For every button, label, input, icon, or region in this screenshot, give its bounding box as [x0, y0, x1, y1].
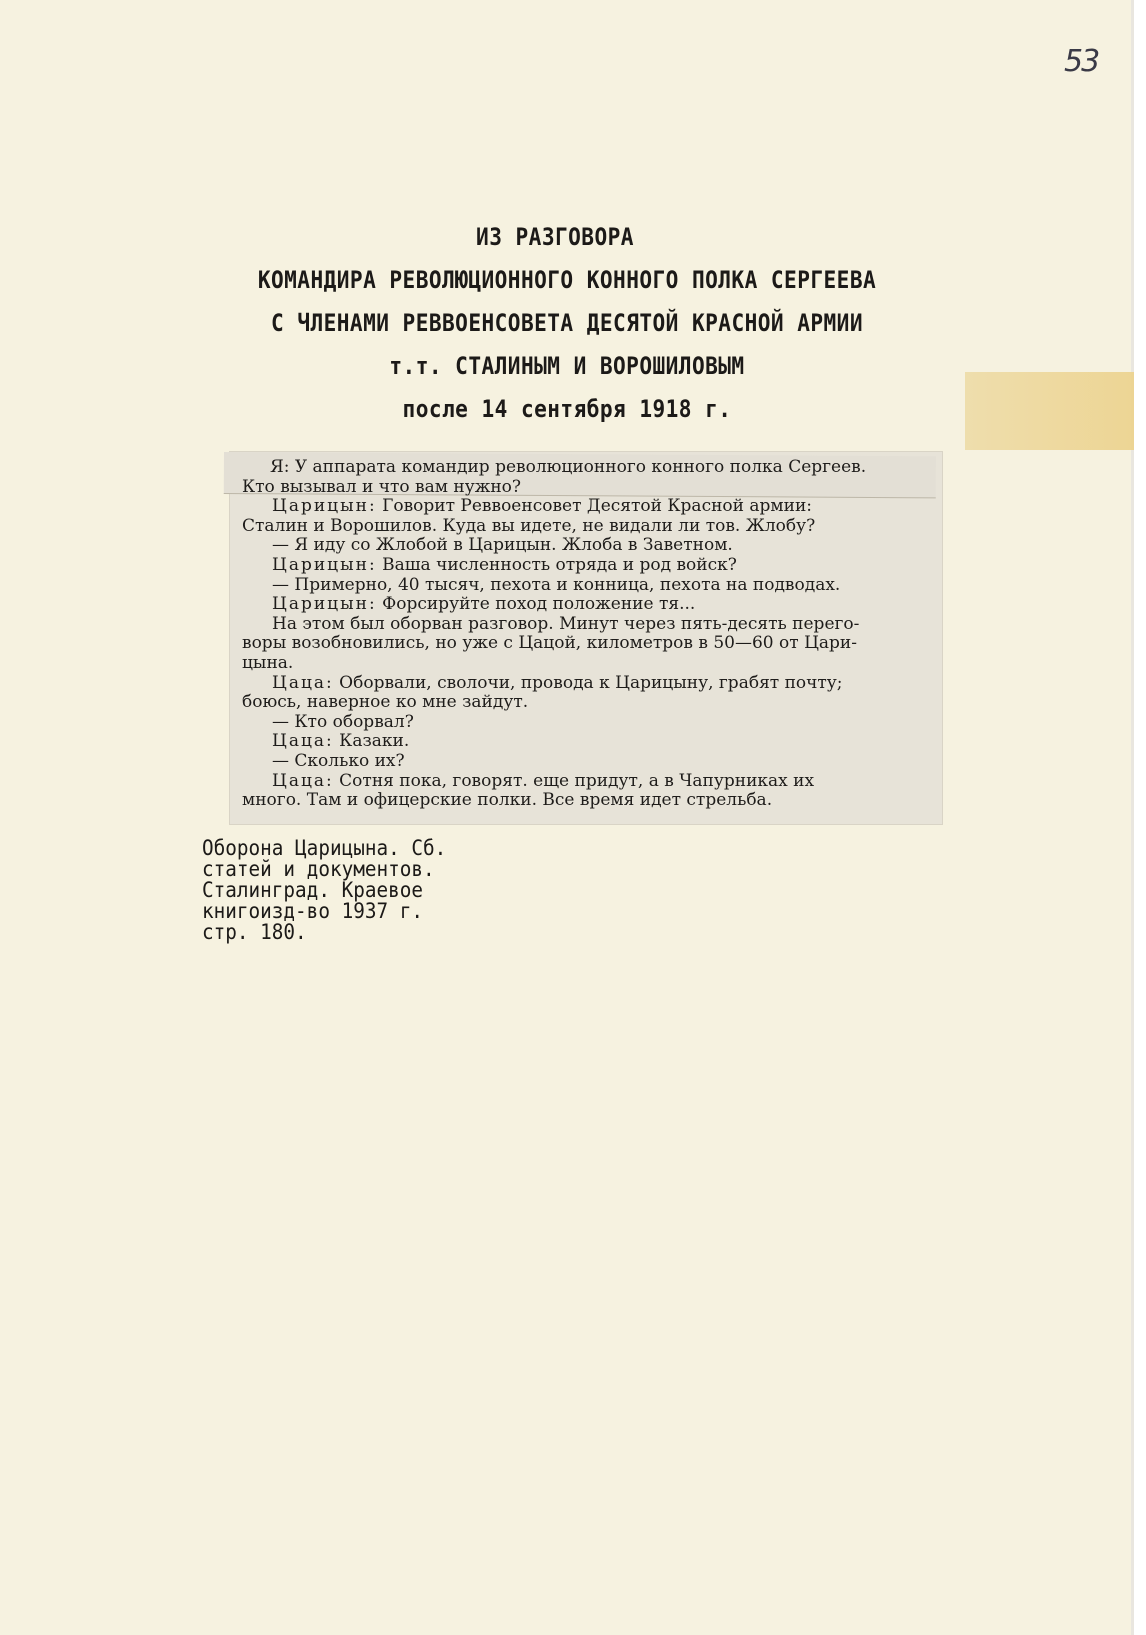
clip-line: Я: У аппарата командир революционного конного полка Сергеев.	[270, 457, 867, 477]
clip-line: Царицын: Форсируйте поход положение тя...	[272, 594, 696, 615]
source-line: книгоизд-во 1937 г.	[202, 899, 424, 923]
clip-line: — Примерно, 40 тысяч, пехота и конница, пехота на подводах.	[272, 574, 841, 595]
title-line-3: С ЧЛЕНАМИ РЕВВОЕНСОВЕТА ДЕСЯТОЙ КРАСНОЙ АРМИИ	[271, 309, 863, 337]
clip-line: Цаца: Сотня пока, говорят. еще придут, а в Чапурниках их	[272, 770, 815, 791]
source-line: стр. 180.	[202, 920, 307, 944]
clip-line: — Сколько их?	[272, 750, 405, 771]
source-line: Сталинград. Краевое	[202, 878, 424, 902]
title-line-2: КОМАНДИРА РЕВОЛЮЦИОННОГО КОННОГО ПОЛКА СЕРГЕЕВА	[257, 266, 877, 294]
clip-line: Царицын: Говорит Реввоенсовет Десятой Красной армии:	[272, 496, 813, 517]
title-line-5: после 14 сентября 1918 г.	[402, 395, 732, 423]
clip-line: воры возобновились, но уже с Цацой, километров в 50—60 от Цари-	[242, 633, 857, 654]
clip-line: Цаца: Казаки.	[272, 731, 410, 752]
document-title	[0, 216, 1134, 431]
title-line-4: т.т. СТАЛИНЫМ И ВОРОШИЛОВЫМ	[389, 352, 745, 380]
title-line-1: ИЗ РАЗГОВОРА	[476, 223, 634, 251]
source-citation	[202, 838, 446, 943]
page-number: 53	[1064, 44, 1099, 79]
clip-line: Царицын: Ваша численность отряда и род войск?	[272, 554, 737, 575]
clip-line: На этом был оборван разговор. Минут через пять-десять перего-	[272, 613, 860, 634]
clip-line: боюсь, наверное ко мне зайдут.	[242, 692, 529, 713]
source-line: статей и документов.	[202, 857, 435, 881]
source-line: Оборона Царицына. Сб.	[202, 836, 447, 860]
clip-line: — Я иду со Жлобой в Царицын. Жлоба в Заветном.	[272, 535, 733, 556]
clip-line: много. Там и офицерские полки. Все время идет стрельба.	[242, 790, 773, 811]
clipping-text	[242, 458, 932, 811]
clip-line: — Кто оборвал?	[272, 711, 414, 732]
clip-line: цына.	[242, 652, 294, 673]
clip-line: Цаца: Оборвали, сволочи, провода к Царицыну, грабят почту;	[272, 672, 843, 693]
clip-line: Сталин и Ворошилов. Куда вы идете, не видали ли тов. Жлобу?	[242, 515, 816, 536]
clip-line: Кто вызывал и что вам нужно?	[242, 476, 522, 497]
